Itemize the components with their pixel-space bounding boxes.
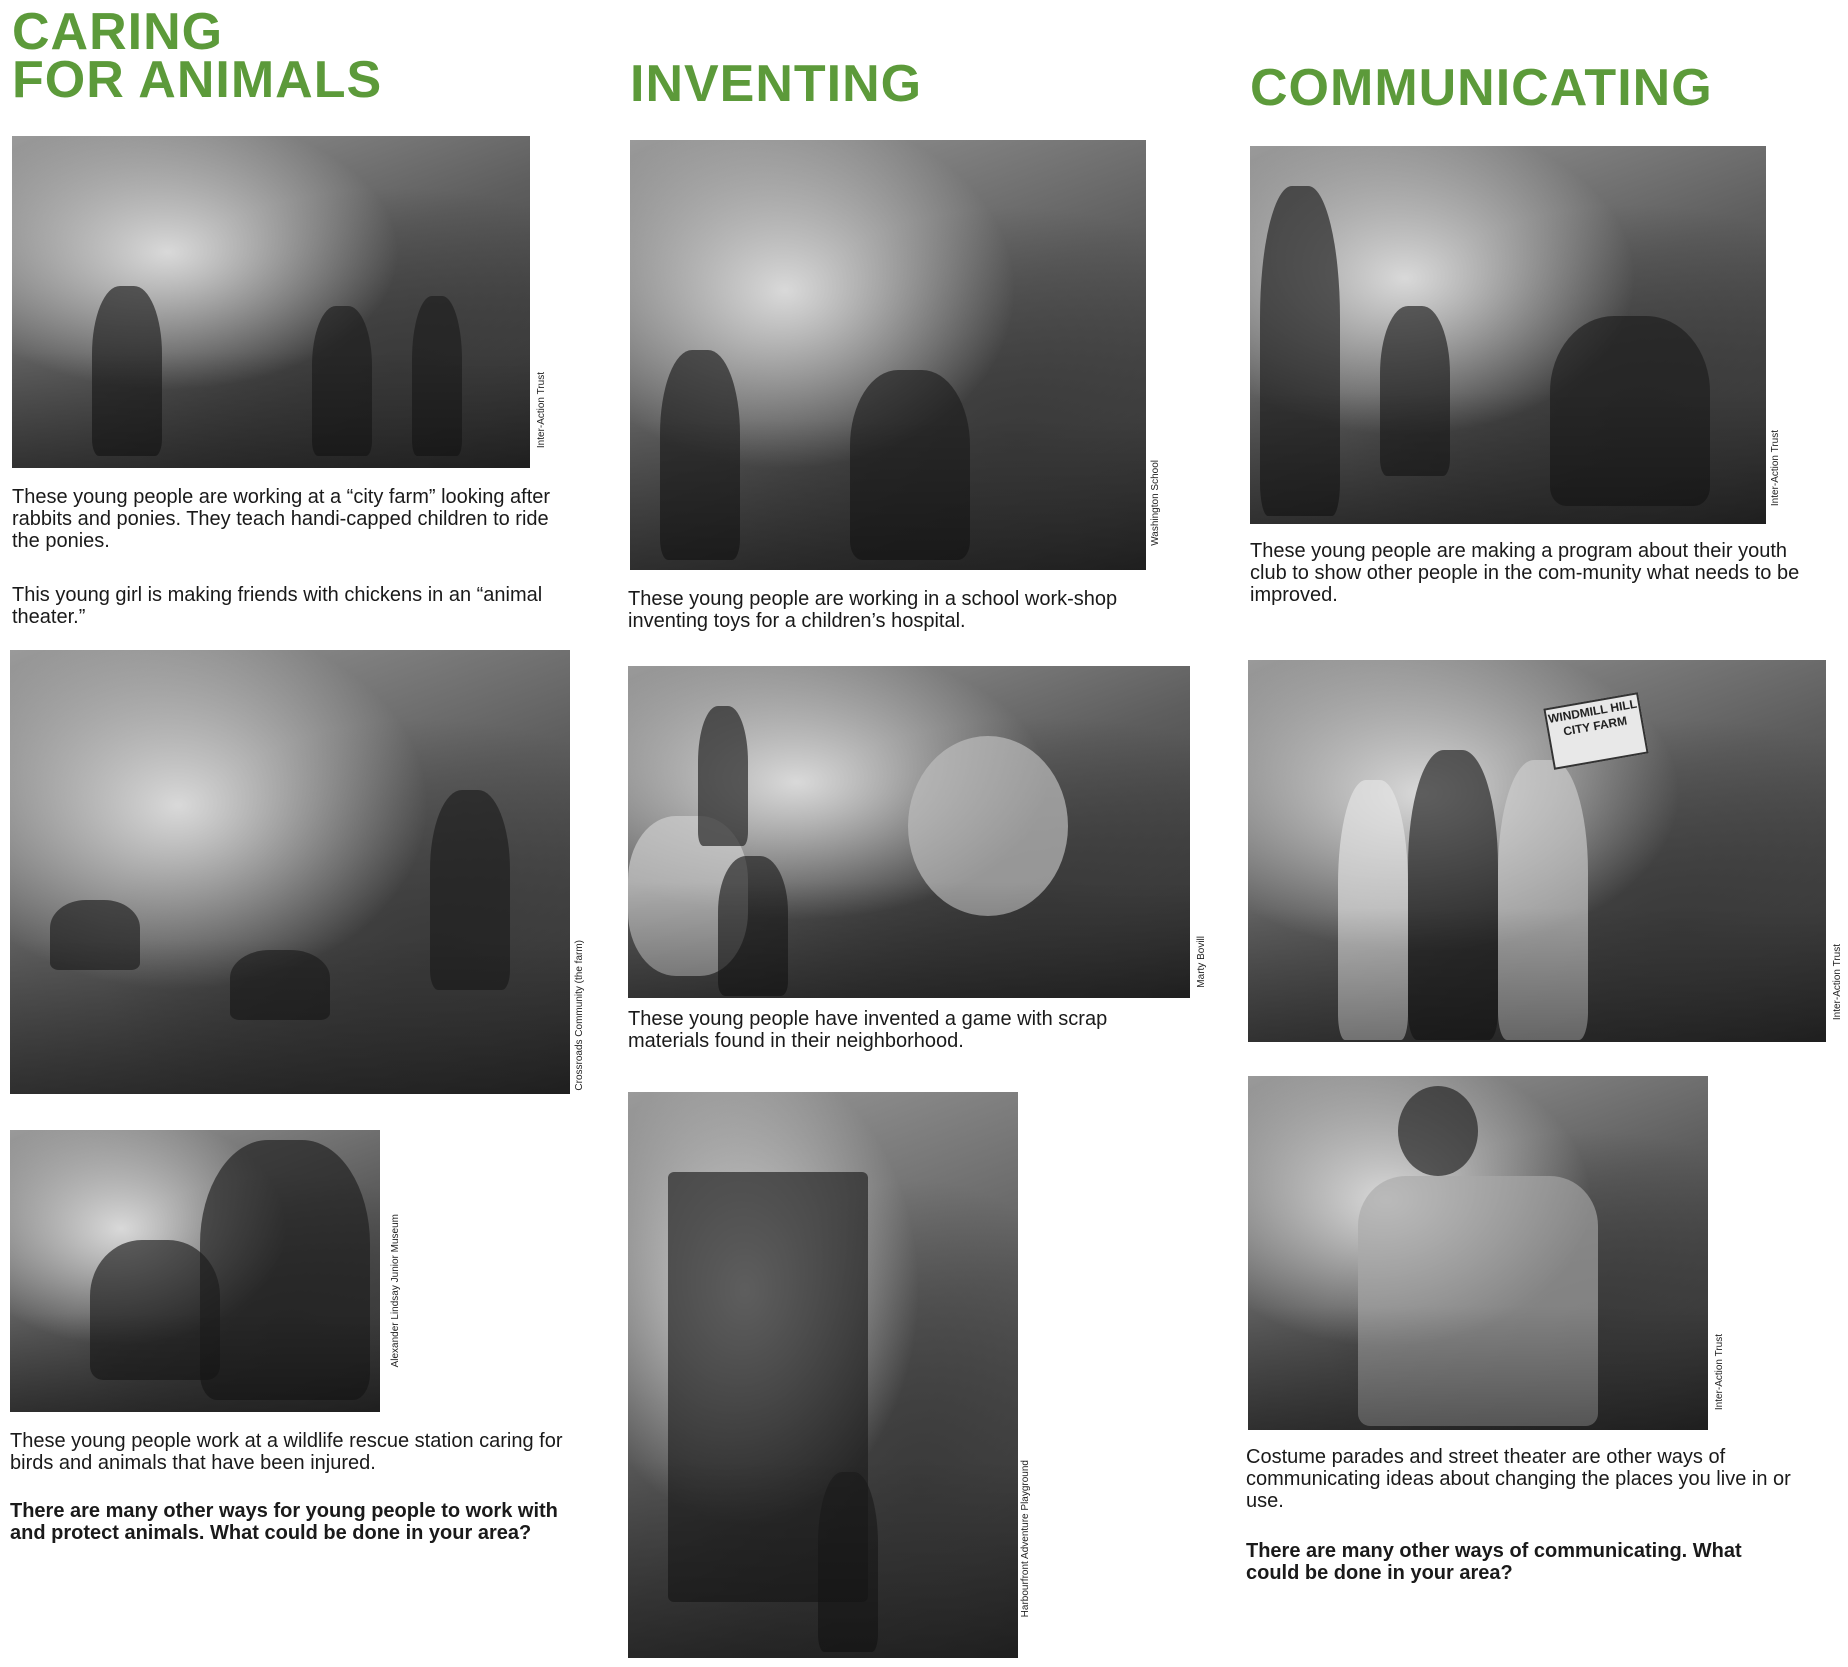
heading-inventing: INVENTING xyxy=(630,55,923,113)
photo-wildlife-rescue xyxy=(10,1130,380,1412)
caption-wildlife-rescue: These young people work at a wildlife rescue station caring for birds and animals that have been injured. xyxy=(10,1430,563,1474)
caption-school-workshop: These young people are working in a school work-shop inventing toys for a children’s hospital. xyxy=(628,588,1118,632)
photo-credit: Harbourfront Adventure Playground xyxy=(1020,1460,1031,1618)
caption-scrap-materials: These young people have invented a game with scrap materials found in their neighborhood. xyxy=(628,1008,1108,1052)
closing-question-animals: There are many other ways for young people to work with and protect animals. What could be done in your area? xyxy=(10,1500,558,1544)
heading-caring-for-animals xyxy=(12,3,383,109)
caption-chickens: This young girl is making friends with chickens in an “animal theater.” xyxy=(12,584,543,628)
caption-costume-parade: Costume parades and street theater are other ways of communicating ideas about changing the places you live in or use. xyxy=(1246,1446,1791,1512)
photo-credit: Washington School xyxy=(1150,460,1161,546)
photo-credit: Inter-Action Trust xyxy=(1770,430,1781,507)
heading-communicating: COMMUNICATING xyxy=(1250,59,1713,117)
photo-credit: Alexander Lindsay Junior Museum xyxy=(390,1214,401,1368)
photo-adventure-playground xyxy=(628,1092,1018,1658)
photo-city-farm-ponies xyxy=(12,136,530,468)
photo-school-workshop xyxy=(630,140,1146,570)
photo-windmill-hill-city-farm xyxy=(1248,660,1826,1042)
photo-scrap-materials-game xyxy=(628,666,1190,998)
photo-credit: Crossroads Community (the farm) xyxy=(574,940,585,1091)
photo-girl-with-chickens xyxy=(10,650,570,1094)
caption-city-farm: These young people are working at a “city farm” looking after rabbits and ponies. They teach handi-capped children to ride the ponies. xyxy=(12,486,551,552)
heading-line-1: CARING xyxy=(12,3,224,61)
photo-costume-parade xyxy=(1248,1076,1708,1430)
city-farm-sign xyxy=(1543,692,1648,770)
photo-credit: Inter-Action Trust xyxy=(1832,944,1843,1021)
heading-line-2: FOR ANIMALS xyxy=(12,51,383,109)
photo-credit: Inter-Action Trust xyxy=(1714,1334,1725,1411)
sign-text: WINDMILL HILL CITY FARM xyxy=(1547,696,1638,739)
photo-credit: Marty Bovill xyxy=(1196,936,1207,988)
photo-credit: Inter-Action Trust xyxy=(536,372,547,449)
photo-youth-club-program xyxy=(1250,146,1766,524)
closing-question-communicating: There are many other ways of communicating. What could be done in your area? xyxy=(1246,1540,1742,1584)
caption-youth-club-program: These young people are making a program about their youth club to show other people in the com-munity what needs to be improved. xyxy=(1250,540,1800,606)
